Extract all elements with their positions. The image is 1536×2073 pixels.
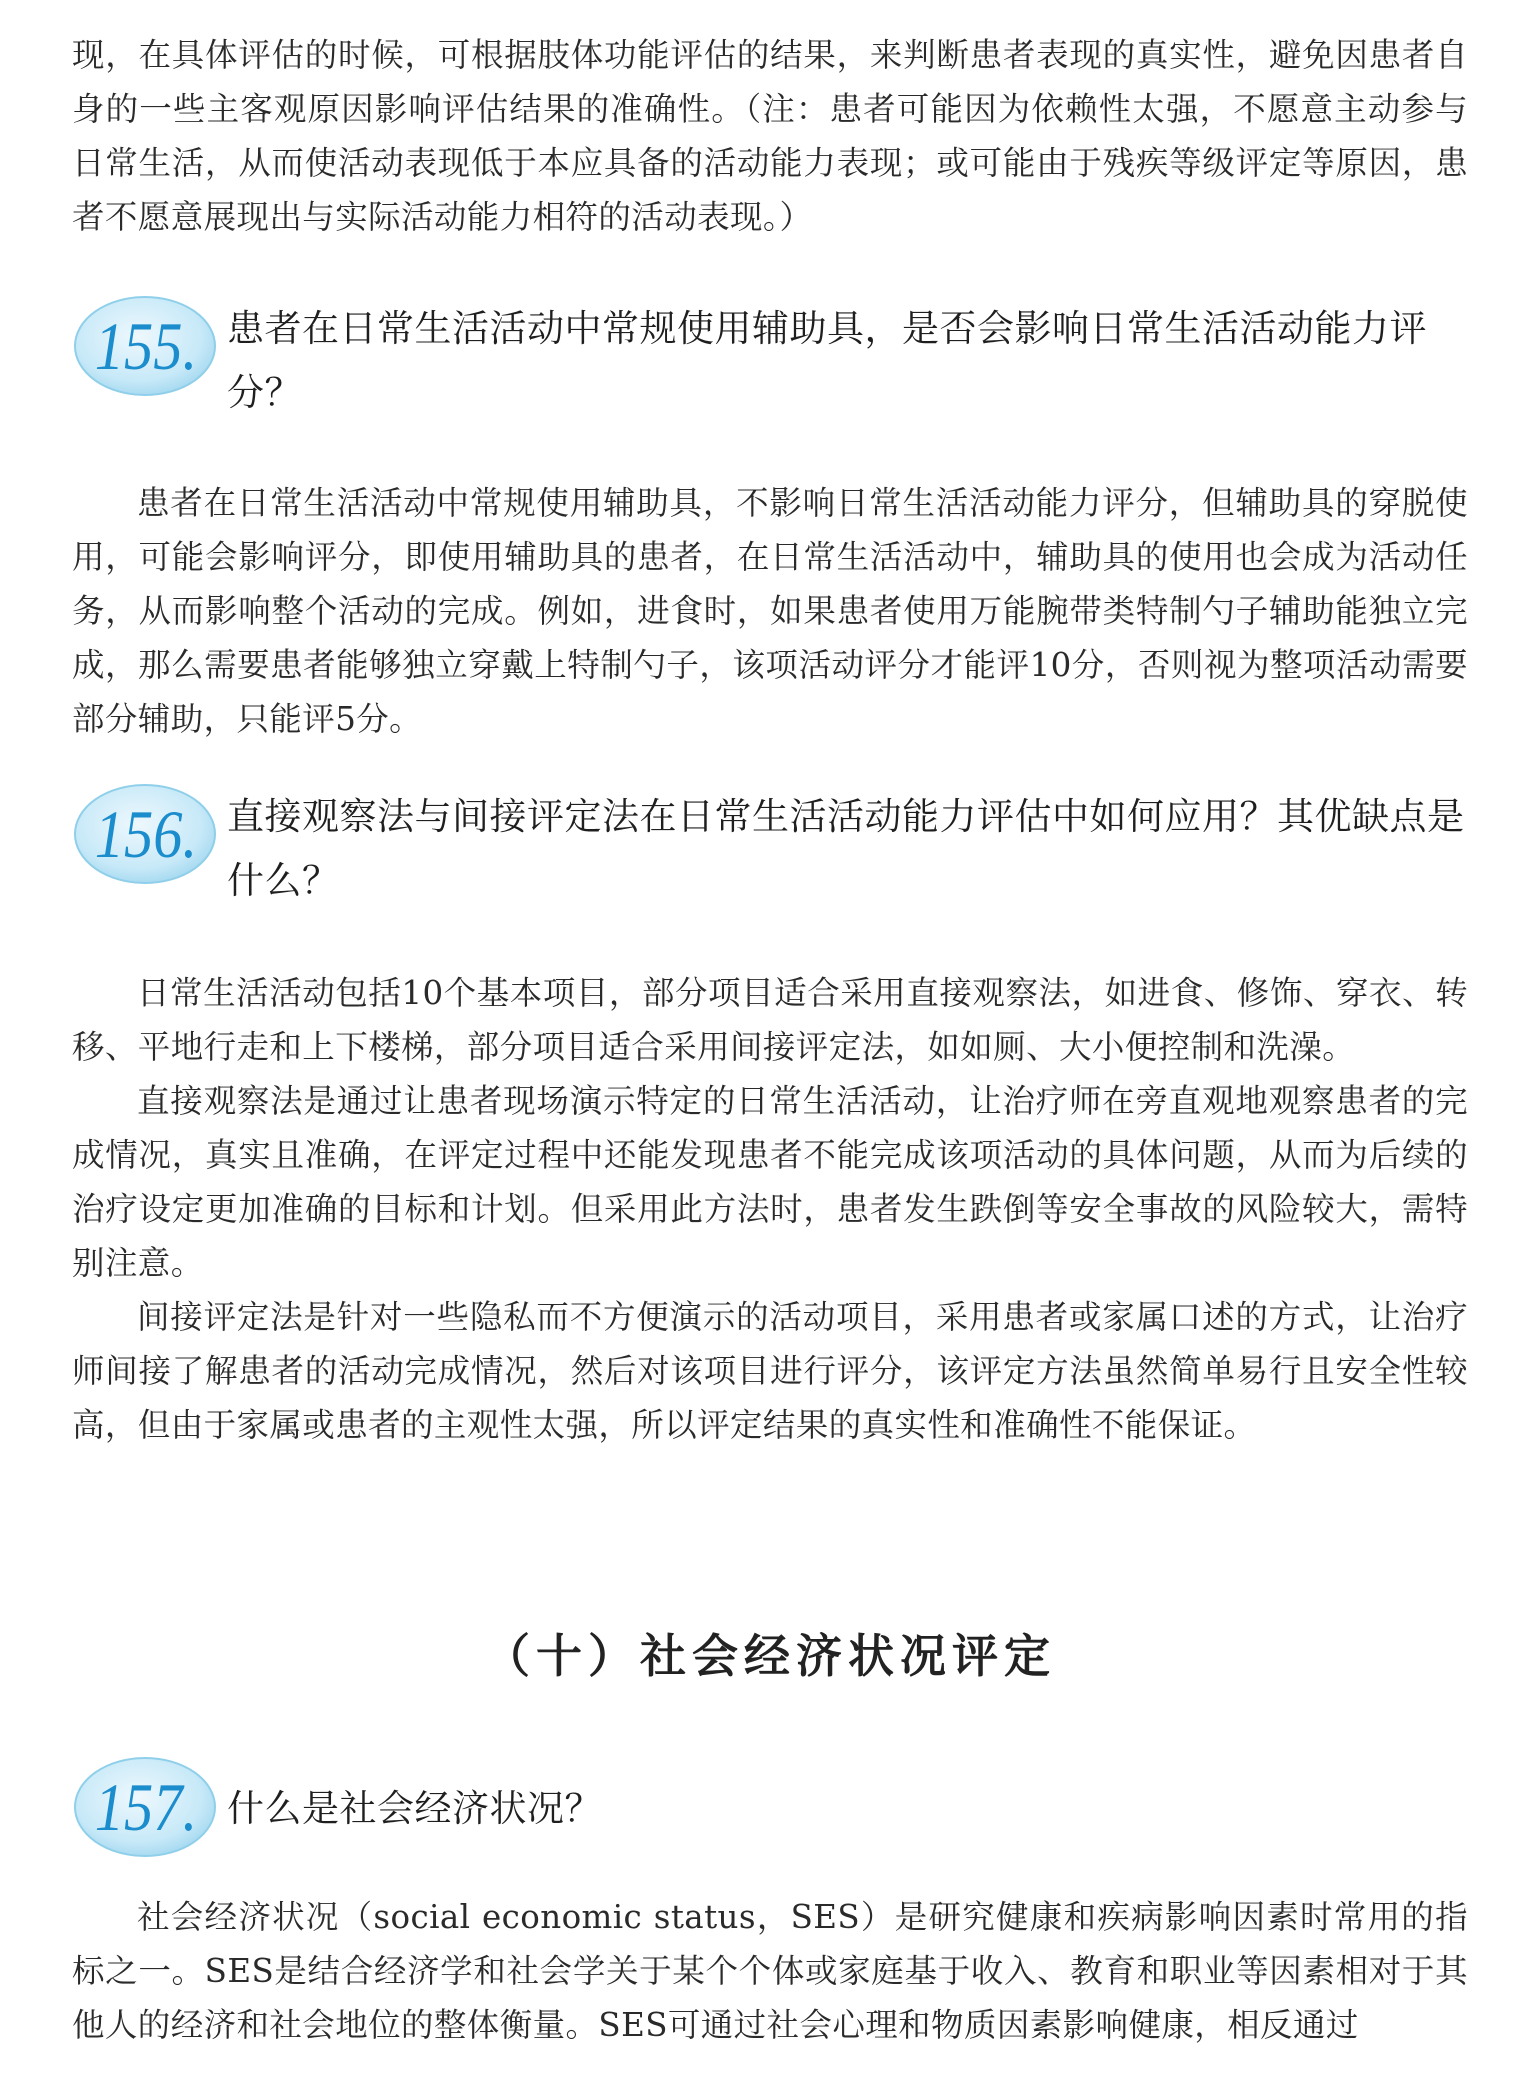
answer-paragraph: 患者在日常生活活动中常规使用辅助具，不影响日常生活活动能力评分，但辅助具的穿脱使用，可能会影响评分，即使用辅助具的患者，在日常生活活动中，辅助具的使用也会成为活动任务，从而影响整个活动的完成。例如，进食时，如果患者使用万能腕带类特制勺子辅助能独立完成，那么需要患者能够独立穿戴上特制勺子，该项活动评分才能评10分，否则视为整项活动需要部分辅助，只能评5分。 — [72, 484, 1468, 738]
question-157 — [72, 1768, 1468, 1846]
answer-paragraph: 直接观察法是通过让患者现场演示特定的日常生活活动，让治疗师在旁直观地观察患者的完成情况，真实且准确，在评定过程中还能发现患者不能完成该项活动的具体问题，从而为后续的治疗设定更加准确的目标和计划。但采用此方法时，患者发生跌倒等安全事故的风险较大，需特别注意。 — [72, 1082, 1468, 1282]
question-number-155: 155. — [94, 307, 198, 385]
answer-paragraph: 日常生活活动包括10个基本项目，部分项目适合采用直接观察法，如进食、修饰、穿衣、转移、平地行走和上下楼梯，部分项目适合采用间接评定法，如如厕、大小便控制和洗澡。 — [72, 974, 1468, 1066]
question-number-badge — [72, 782, 218, 886]
question-title: 患者在日常生活活动中常规使用辅助具，是否会影响日常生活活动能力评分？ — [227, 307, 1427, 414]
answer-155 — [72, 476, 1468, 746]
section-heading: （十）社会经济状况评定 — [484, 1629, 1056, 1683]
answer-paragraph: 间接评定法是针对一些隐私而不方便演示的活动项目，采用患者或家属口述的方式，让治疗师间接了解患者的活动完成情况，然后对该项目进行评分，该评定方法虽然简单易行且安全性较高，但由于家属或患者的主观性太强，所以评定结果的真实性和准确性不能保证。 — [72, 1298, 1468, 1444]
answer-paragraph: 社会经济状况（social economic status，SES）是研究健康和疾病影响因素时常用的指标之一。SES是结合经济学和社会学关于某个个体或家庭基于收入、教育和职业等因素相对于其他人的经济和社会地位的整体衡量。SES可通过社会心理和物质因素影响健康，相反通过 — [72, 1898, 1468, 2044]
question-number-badge — [72, 1755, 218, 1859]
answer-156 — [72, 966, 1468, 1452]
question-number-157: 157. — [94, 1768, 198, 1846]
question-number-156: 156. — [94, 795, 198, 873]
question-156 — [72, 785, 1468, 913]
question-155 — [72, 297, 1468, 425]
question-title: 什么是社会经济状况？ — [227, 1787, 602, 1830]
question-number-badge — [72, 294, 218, 398]
answer-157 — [72, 1890, 1468, 2052]
question-title: 直接观察法与间接评定法在日常生活活动能力评估中如何应用？其优缺点是什么？ — [227, 795, 1465, 902]
continuation-paragraph: 现，在具体评估的时候，可根据肢体功能评估的结果，来判断患者表现的真实性，避免因患者自身的一些主客观原因影响评估结果的准确性。（注：患者可能因为依赖性太强，不愿意主动参与日常生活，从而使活动表现低于本应具备的活动能力表现；或可能由于残疾等级评定等原因，患者不愿意展现出与实际活动能力相符的活动表现。） — [72, 36, 1468, 236]
